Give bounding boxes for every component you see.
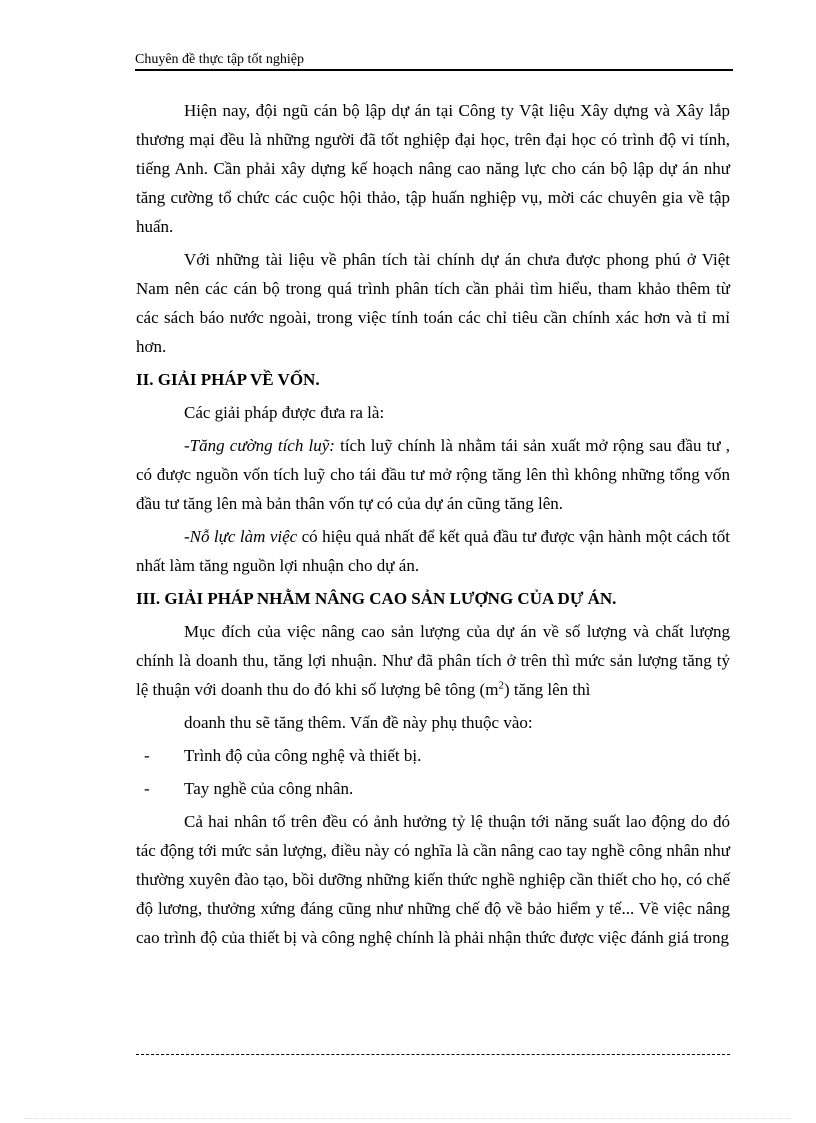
list-dash: - xyxy=(144,746,150,765)
superscript-two: 2 xyxy=(498,679,504,692)
list-item xyxy=(136,774,730,803)
list-item-text: Trình độ của công nghệ và thiết bị. xyxy=(184,746,422,765)
list-dash: - xyxy=(144,779,150,798)
section-heading-output: III. GIẢI PHÁP NHẰM NÂNG CAO SẢN LƯỢNG CỦA DỰ ÁN. xyxy=(136,589,617,608)
paragraph-solutions-intro: Các giải pháp được đưa ra là: xyxy=(184,403,385,422)
output-purpose-text: Mục đích của việc nâng cao sản lượng của dự án về số lượng và chất lượng chính là doanh thu, tăng lợi nhuận. Như đã phân tích ở trên thì mức sản lượng tăng tỷ lệ thuận với doanh thu do đó khi số lượng bê tông (m xyxy=(136,622,730,699)
section-heading-capital: II. GIẢI PHÁP VỀ VỐN. xyxy=(136,370,320,389)
list-item xyxy=(136,741,730,770)
effort-text: có hiệu quả nhất để kết quả đầu tư được vận hành một cách tốt nhất làm tăng nguồn lợi nhuận cho dự án. xyxy=(136,527,730,575)
paragraph-effort xyxy=(136,522,730,580)
accumulation-text: tích luỹ chính là nhằm tái sản xuất mở rộng sau đầu tư , có được nguồn vốn tích luỹ cho tái đầu tư mở rộng tăng lên thì không những tổng vốn đầu tư tăng lên mà bản thân vốn tự có của dự án cũng tăng lên. xyxy=(136,436,730,513)
effort-lead: -Nỗ lực làm việc xyxy=(184,527,298,546)
footer-dashed-rule xyxy=(136,1054,730,1055)
paragraph-staff-capacity: Hiện nay, đội ngũ cán bộ lập dự án tại Công ty Vật liệu Xây dựng và Xây lắp thương mại đều là những người đã tốt nghiệp đại học, trên đại học có trình độ vi tính, tiếng Anh. Cần phải xây dựng kế hoạch nâng cao năng lực cho cán bộ lập dự án như tăng cường tổ chức các cuộc hội thảo, tập huấn nghiệp vụ, mời các chuyên gia về tập huấn. xyxy=(136,101,730,236)
paragraph-accumulation xyxy=(136,431,730,518)
paragraph-output-purpose xyxy=(136,617,730,704)
paragraph-revenue: doanh thu sẽ tăng thêm. Vấn đề này phụ thuộc vào: xyxy=(184,713,533,732)
list-item-text: Tay nghề của công nhân. xyxy=(184,779,354,798)
paragraph-financial-docs: Với những tài liệu về phân tích tài chính dự án chưa được phong phú ở Việt Nam nên các cán bộ trong quá trình phân tích cần phải tìm hiểu, tham khảo thêm từ các sách báo nước ngoài, trong việc tính toán các chỉ tiêu cần chính xác hơn và tỉ mỉ hơn. xyxy=(136,250,730,356)
accumulation-lead: -Tăng cường tích luỹ: xyxy=(184,436,335,455)
document-body xyxy=(136,96,730,956)
output-purpose-tail: ) tăng lên thì xyxy=(503,680,591,699)
running-header: Chuyên đề thực tập tốt nghiệp xyxy=(135,50,733,71)
paragraph-factors: Cả hai nhân tố trên đều có ảnh hưởng tỷ lệ thuận tới năng suất lao động do đó tác động tới mức sản lượng, điều này có nghĩa là cần nâng cao tay nghề công nhân như thường xuyên đào tạo, bồi dưỡng những kiến thức nghề nghiệp cần thiết cho họ, có chế độ lương, thưởng xứng đáng cũng như những chế độ về bảo hiểm y tế... Về việc nâng cao trình độ của thiết bị và công nghệ chính là phải nhận thức được việc đánh giá trong xyxy=(136,812,730,947)
page-bottom-edge xyxy=(24,1118,792,1119)
